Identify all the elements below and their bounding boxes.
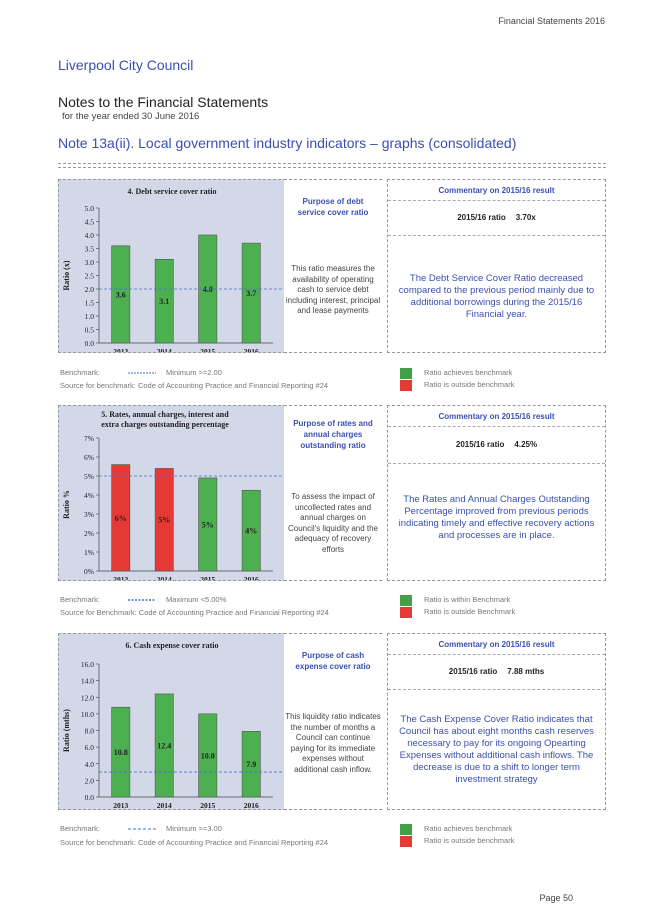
chart-title: 6. Cash expense cover ratio bbox=[125, 641, 219, 650]
benchmark-label: Benchmark: bbox=[60, 824, 101, 833]
y-tick-label: 10.0 bbox=[80, 709, 94, 719]
divider bbox=[388, 200, 605, 201]
period-subtitle: for the year ended 30 June 2016 bbox=[62, 111, 200, 122]
data-label: 3.6 bbox=[115, 290, 126, 300]
divider bbox=[388, 235, 605, 236]
purpose-text: This ratio measures the availability of operating cash to service debt including interest, principal and lease payments bbox=[285, 264, 381, 315]
data-label: 3.1 bbox=[159, 297, 170, 307]
chart-title: 4. Debt service cover ratio bbox=[127, 187, 217, 196]
divider bbox=[388, 463, 605, 464]
benchmark-line-icon bbox=[128, 371, 156, 375]
x-tick-label: 2016 bbox=[243, 575, 259, 580]
y-tick-label: 4.0 bbox=[84, 759, 94, 769]
commentary-text: The Rates and Annual Charges Outstanding Percentage improved from previous periods indicating timely and effective recovery actions and processes are in place. bbox=[398, 494, 595, 541]
benchmark-source: Source for benchmark: Code of Accounting Practice and Financial Reporting #24 bbox=[60, 838, 329, 847]
x-tick-label: 2014 bbox=[156, 347, 172, 352]
debt-service-chart bbox=[59, 180, 285, 352]
commentary-text: The Debt Service Cover Ratio decreased compared to the previous period mainly due to additional borrowings during the 2015/16 Financial year. bbox=[398, 273, 595, 320]
benchmark-label: Benchmark: bbox=[60, 595, 101, 604]
y-tick-label: 4.0 bbox=[84, 231, 94, 240]
y-tick-label: 5.0 bbox=[84, 204, 94, 213]
purpose-text: This liquidity ratio indicates the number of months a Council can continue paying for its immediate expenses without additional cash inflow. bbox=[285, 712, 381, 774]
y-tick-label: 7% bbox=[84, 434, 94, 443]
y-tick-label: 8.0 bbox=[84, 726, 94, 736]
purpose-panel bbox=[284, 633, 382, 810]
ratio-result bbox=[388, 440, 605, 449]
y-tick-label: 3.5 bbox=[84, 244, 94, 254]
red-legend-icon bbox=[400, 607, 412, 618]
data-label: 4.0 bbox=[202, 285, 213, 294]
data-label: 12.4 bbox=[157, 741, 172, 751]
benchmark-label: Benchmark: bbox=[60, 368, 101, 377]
y-tick-label: 1.0 bbox=[84, 312, 94, 321]
divider bbox=[58, 163, 606, 164]
chart-panel bbox=[58, 179, 286, 353]
y-tick-label: 5% bbox=[84, 472, 94, 481]
x-tick-label: 2016 bbox=[243, 801, 259, 809]
commentary-title: Commentary on 2015/16 result bbox=[438, 412, 555, 421]
benchmark-line-icon bbox=[128, 598, 156, 602]
red-legend-icon bbox=[400, 836, 412, 847]
green-legend-icon bbox=[400, 368, 412, 379]
data-label: 6% bbox=[114, 513, 127, 523]
x-tick-label: 2014 bbox=[156, 575, 172, 580]
data-label: 5% bbox=[201, 520, 214, 530]
notes-title: Notes to the Financial Statements bbox=[58, 94, 269, 110]
ratio-result bbox=[388, 667, 605, 676]
note-title: Note 13a(ii). Local government industry indicators – graphs (consolidated) bbox=[58, 135, 517, 151]
legend-red-text: Ratio is outside benchmark bbox=[424, 380, 515, 389]
ratio-label: 2015/16 ratio bbox=[457, 213, 506, 222]
x-tick-label: 2013 bbox=[113, 347, 129, 352]
divider bbox=[58, 167, 606, 168]
benchmark-note bbox=[60, 595, 226, 604]
chart-title: 5. Rates, annual charges, interest and extra charges outstanding percentage bbox=[101, 410, 229, 429]
benchmark-value: Minimum >=3.00 bbox=[166, 824, 222, 833]
x-tick-label: 2015 bbox=[200, 801, 216, 809]
green-legend-icon bbox=[400, 824, 412, 835]
commentary-panel bbox=[387, 179, 606, 353]
commentary-title: Commentary on 2015/16 result bbox=[438, 186, 555, 195]
y-tick-label: 2.0 bbox=[84, 776, 94, 786]
y-tick-label: 4.5 bbox=[84, 217, 94, 227]
purpose-panel bbox=[284, 405, 382, 581]
divider bbox=[388, 654, 605, 655]
x-tick-label: 2016 bbox=[243, 347, 259, 352]
legend-red-text: Ratio is outside benchmark bbox=[424, 836, 515, 845]
commentary-panel bbox=[387, 633, 606, 810]
data-label: 10.0 bbox=[200, 751, 215, 761]
y-axis-label: Ratio (mths) bbox=[62, 709, 71, 752]
ratio-value: 4.25% bbox=[514, 440, 538, 449]
y-tick-label: 0.0 bbox=[84, 339, 94, 348]
green-legend-icon bbox=[400, 595, 412, 606]
y-tick-label: 2.5 bbox=[84, 271, 94, 281]
x-tick-label: 2014 bbox=[156, 801, 172, 809]
y-tick-label: 4% bbox=[84, 491, 94, 500]
purpose-title: Purpose of debt service cover ratio bbox=[297, 197, 369, 217]
commentary-title: Commentary on 2015/16 result bbox=[438, 640, 555, 649]
y-tick-label: 6.0 bbox=[84, 743, 94, 753]
x-tick-label: 2015 bbox=[200, 347, 216, 352]
legend-green-text: Ratio achieves benchmark bbox=[424, 824, 513, 833]
y-tick-label: 1.5 bbox=[84, 298, 94, 308]
ratio-result bbox=[388, 213, 605, 222]
rates-outstanding-chart bbox=[59, 406, 285, 580]
y-tick-label: 16.0 bbox=[80, 660, 94, 669]
divider bbox=[388, 689, 605, 690]
red-legend-icon bbox=[400, 380, 412, 391]
y-tick-label: 12.0 bbox=[80, 693, 94, 703]
benchmark-source: Source for benchmark: Code of Accounting Practice and Financial Reporting #24 bbox=[60, 381, 329, 390]
data-label: 5% bbox=[158, 515, 171, 525]
benchmark-value: Maximum <5.00% bbox=[166, 595, 227, 604]
y-tick-label: 0.5 bbox=[84, 325, 94, 335]
benchmark-value: Minimum >=2.00 bbox=[166, 368, 222, 377]
page-number: Page 50 bbox=[539, 893, 573, 903]
y-tick-label: 0.0 bbox=[84, 793, 94, 802]
council-name: Liverpool City Council bbox=[58, 57, 194, 73]
y-axis-label: Ratio % bbox=[62, 490, 71, 519]
benchmark-line-icon bbox=[128, 827, 156, 831]
ratio-label: 2015/16 ratio bbox=[455, 440, 505, 449]
y-tick-label: 1% bbox=[84, 548, 94, 557]
commentary-panel bbox=[387, 405, 606, 581]
benchmark-source: Source for Benchmark: Code of Accounting Practice and Financial Reporting #24 bbox=[60, 608, 329, 617]
x-tick-label: 2013 bbox=[113, 575, 129, 580]
divider bbox=[388, 426, 605, 427]
header-statement-title: Financial Statements 2016 bbox=[498, 16, 605, 26]
x-tick-label: 2013 bbox=[113, 801, 129, 809]
benchmark-note bbox=[60, 368, 222, 377]
y-tick-label: 2% bbox=[84, 529, 94, 538]
commentary-text: The Cash Expense Cover Ratio indicates that Council has about eight months cash reserves necessary to pay for its ongoing Opearting Expenses without additional cash inflows. The decrease is due to a shift to longer term investment strategy bbox=[399, 714, 594, 785]
y-tick-label: 3.0 bbox=[84, 258, 94, 267]
legend-red-text: Ratio is outside Benchmark bbox=[424, 607, 516, 616]
purpose-title: Purpose of rates and annual charges outstanding ratio bbox=[293, 419, 373, 450]
legend-green-text: Ratio achieves benchmark bbox=[424, 368, 513, 377]
y-axis-label: Ratio (x) bbox=[62, 260, 71, 291]
y-tick-label: 6% bbox=[84, 453, 94, 462]
y-tick-label: 0% bbox=[84, 567, 94, 576]
x-tick-label: 2015 bbox=[200, 575, 216, 580]
data-label: 4% bbox=[245, 526, 258, 536]
data-label: 10.8 bbox=[113, 748, 128, 758]
chart-panel bbox=[58, 633, 286, 810]
data-label: 7.9 bbox=[246, 760, 257, 770]
y-tick-label: 14.0 bbox=[80, 676, 94, 686]
y-tick-label: 2.0 bbox=[84, 285, 94, 294]
benchmark-note bbox=[60, 824, 222, 833]
ratio-value: 7.88 mths bbox=[507, 667, 545, 676]
chart-panel bbox=[58, 405, 286, 581]
purpose-text: To assess the impact of uncollected rates and annual charges on Council's liquidity and the adequacy of recovery efforts bbox=[287, 492, 379, 554]
ratio-value: 3.70x bbox=[515, 213, 536, 222]
data-label: 3.7 bbox=[246, 289, 257, 299]
purpose-title: Purpose of cash expense cover ratio bbox=[295, 651, 371, 671]
purpose-panel bbox=[284, 179, 382, 353]
ratio-label: 2015/16 ratio bbox=[448, 667, 498, 676]
cash-expense-chart bbox=[59, 634, 285, 809]
legend-green-text: Ratio is within Benchmark bbox=[424, 595, 511, 604]
y-tick-label: 3% bbox=[84, 510, 94, 519]
